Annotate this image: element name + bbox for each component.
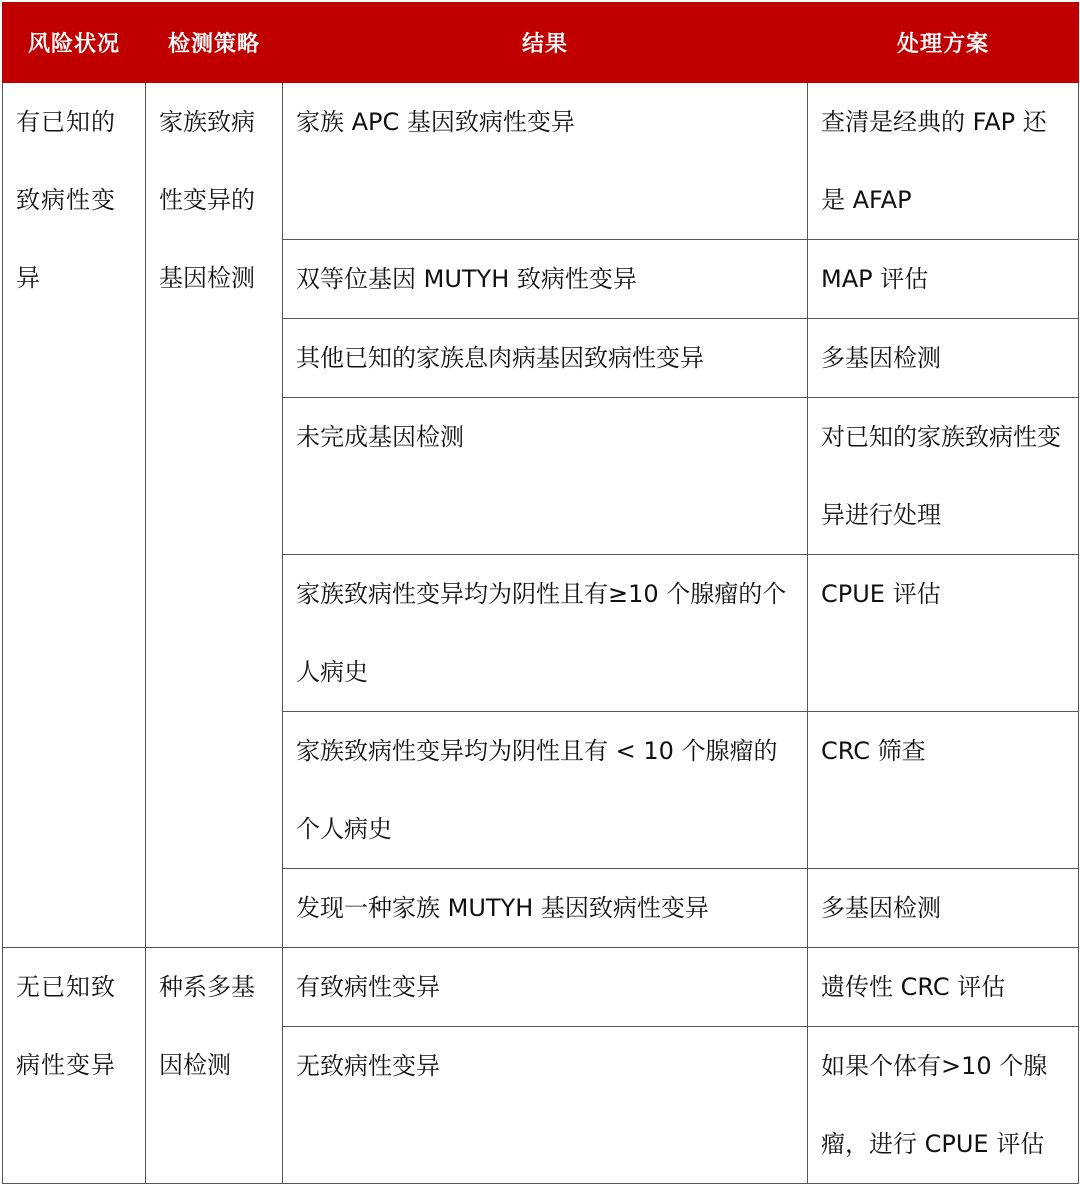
header-risk-status: 风险状况 (3, 3, 146, 83)
result-cell: 双等位基因 MUTYH 致病性变异 (283, 240, 808, 319)
header-row (3, 3, 1079, 83)
management-cell: CRC 筛查 (808, 712, 1079, 869)
management-cell: 对已知的家族致病性变异进行处理 (808, 398, 1079, 555)
header-result: 结果 (283, 3, 808, 83)
management-cell: MAP 评估 (808, 240, 1079, 319)
risk-status-cell: 无已知致病性变异 (3, 948, 146, 1184)
risk-status-cell: 有已知的致病性变异 (3, 83, 146, 948)
management-cell: 多基因检测 (808, 319, 1079, 398)
result-cell: 未完成基因检测 (283, 398, 808, 555)
table-row (3, 83, 1079, 240)
header-management: 处理方案 (808, 3, 1079, 83)
management-cell: CPUE 评估 (808, 555, 1079, 712)
test-strategy-cell: 家族致病性变异的基因检测 (146, 83, 283, 948)
management-cell: 遗传性 CRC 评估 (808, 948, 1079, 1027)
result-cell: 家族致病性变异均为阴性且有 < 10 个腺瘤的个人病史 (283, 712, 808, 869)
table-row (3, 948, 1079, 1027)
test-strategy-cell: 种系多基因检测 (146, 948, 283, 1184)
management-cell: 查清是经典的 FAP 还是 AFAP (808, 83, 1079, 240)
result-cell: 家族 APC 基因致病性变异 (283, 83, 808, 240)
management-cell: 多基因检测 (808, 869, 1079, 948)
management-cell: 如果个体有>10 个腺瘤，进行 CPUE 评估 (808, 1027, 1079, 1184)
guideline-table (2, 2, 1079, 1184)
result-cell: 有致病性变异 (283, 948, 808, 1027)
result-cell: 其他已知的家族息肉病基因致病性变异 (283, 319, 808, 398)
header-test-strategy: 检测策略 (146, 3, 283, 83)
result-cell: 家族致病性变异均为阴性且有≥10 个腺瘤的个人病史 (283, 555, 808, 712)
result-cell: 无致病性变异 (283, 1027, 808, 1184)
result-cell: 发现一种家族 MUTYH 基因致病性变异 (283, 869, 808, 948)
